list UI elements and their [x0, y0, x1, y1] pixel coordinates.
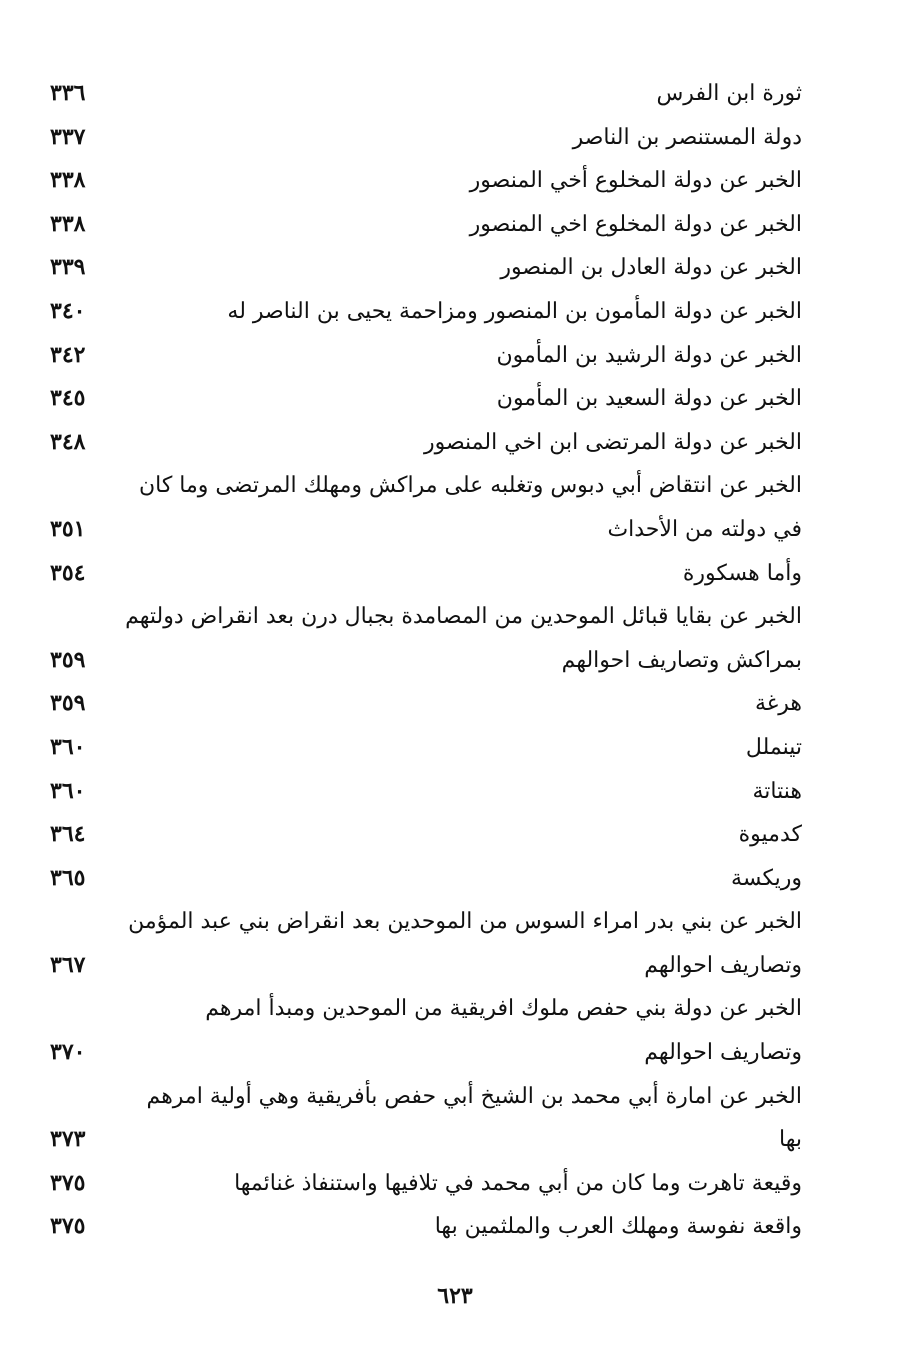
- toc-entry-page-number: ٣٤٠: [50, 297, 86, 324]
- toc-entry-title: الخبر عن انتقاض أبي دبوس وتغلبه على مراكش ومهلك المرتضى وما كان: [138, 473, 802, 499]
- toc-entry-page-number: ٣٦٠: [50, 777, 86, 804]
- toc-entry-title: الخبر عن دولة السعيد بن المأمون: [496, 386, 802, 412]
- toc-entry: [50, 377, 802, 421]
- toc-entry-title: الخبر عن دولة المرتضى ابن اخي المنصور: [423, 429, 802, 455]
- toc-entry: [50, 464, 802, 551]
- page-number: ٦٢٣: [437, 1283, 473, 1309]
- toc-entry-page-number: ٣٧٠: [50, 1039, 86, 1066]
- toc-entry-page-number: ٣٥٩: [50, 646, 86, 673]
- toc-entry-title: وتصاريف احوالهم: [644, 1040, 802, 1066]
- toc-entry-page-number: ٣٣٦: [50, 80, 86, 106]
- toc-entry: [50, 334, 802, 378]
- toc-entry: [50, 595, 802, 682]
- toc-entry: [50, 987, 802, 1074]
- toc-entry-title: الخبر عن دولة العادل بن المنصور: [500, 255, 802, 281]
- toc-entry-title: كدميوة: [738, 822, 802, 848]
- toc-entry-title: واقعة نفوسة ومهلك العرب والملثمين بها: [434, 1214, 802, 1240]
- toc-entry-page-number: ٣٦٧: [50, 951, 86, 978]
- toc-entry: [50, 246, 802, 290]
- toc-entry: [50, 770, 802, 814]
- toc-entry-page-number: ٣٦٤: [50, 821, 86, 848]
- toc-entry-page-number: ٣٣٩: [50, 254, 86, 281]
- toc-entry-title: في دولته من الأحداث: [607, 516, 802, 542]
- toc-entry-page-number: ٣٧٥: [50, 1213, 86, 1240]
- toc-entry-page-number: ٣٦٥: [50, 864, 86, 891]
- toc-entry: [50, 72, 802, 116]
- toc-entry-page-number: ٣٤٥: [50, 385, 86, 412]
- toc-entry-title: هنتاتة: [752, 778, 802, 804]
- toc-entry-title: الخبر عن دولة المأمون بن المنصور ومزاحمة يحيى بن الناصر له: [227, 298, 802, 324]
- toc-entry: [50, 726, 802, 770]
- toc-entry-page-number: ٣٥٩: [50, 690, 86, 717]
- toc-entry-title: وتصاريف احوالهم: [644, 952, 802, 978]
- toc-entry: [50, 1075, 802, 1162]
- toc-entry: [50, 552, 802, 596]
- toc-entry-title: ثورة ابن الفرس: [656, 81, 802, 106]
- toc-entry-page-number: ٣٧٥: [50, 1169, 86, 1196]
- toc-entry: [50, 813, 802, 857]
- toc-entry: [50, 116, 802, 160]
- toc-entry-page-number: ٣٧٣: [50, 1126, 86, 1153]
- toc-entry: [50, 900, 802, 987]
- toc-entry: [50, 203, 802, 247]
- toc-entry: [50, 682, 802, 726]
- toc-entry-page-number: ٣٤٢: [50, 341, 86, 368]
- toc-entry-title: هرغة: [754, 691, 802, 717]
- table-of-contents: [50, 72, 802, 1249]
- toc-entry-page-number: ٣٣٨: [50, 210, 86, 237]
- toc-entry-title: الخبر عن دولة المخلوع أخي المنصور: [469, 168, 802, 194]
- toc-entry-title: وأما هسكورة: [682, 560, 802, 586]
- toc-entry-title: الخبر عن امارة أبي محمد بن الشيخ أبي حفص بأفريقية وهي أولية امرهم: [146, 1083, 802, 1109]
- toc-entry: [50, 1205, 802, 1249]
- toc-entry-title: وقيعة تاهرت وما كان من أبي محمد في تلافيها واستنفاذ غنائمها: [234, 1170, 802, 1196]
- toc-entry-title: تينملل: [745, 734, 802, 760]
- toc-entry-title: الخبر عن دولة الرشيد بن المأمون: [496, 342, 802, 368]
- toc-entry-title: بها: [779, 1127, 802, 1153]
- toc-entry-title: الخبر عن بقايا قبائل الموحدين من المصامدة بجبال درن بعد انقراض دولتهم: [125, 604, 802, 630]
- toc-entry-page-number: ٣٥٤: [50, 559, 86, 586]
- toc-entry-page-number: ٣٦٠: [50, 733, 86, 760]
- toc-entry-title: وريكسة: [731, 865, 802, 891]
- toc-entry-page-number: ٣٥١: [50, 515, 86, 542]
- toc-entry-title: الخبر عن دولة المخلوع اخي المنصور: [469, 211, 802, 237]
- toc-entry: [50, 857, 802, 901]
- toc-entry: [50, 1162, 802, 1206]
- toc-entry-page-number: ٣٤٨: [50, 428, 86, 455]
- toc-entry-title: الخبر عن دولة بني حفص ملوك افريقية من الموحدين ومبدأ امرهم: [205, 996, 802, 1022]
- toc-entry-title: بمراكش وتصاريف احوالهم: [561, 647, 802, 673]
- toc-entry: [50, 159, 802, 203]
- toc-entry: [50, 290, 802, 334]
- toc-entry-page-number: ٣٣٧: [50, 123, 86, 150]
- toc-entry-page-number: ٣٣٨: [50, 167, 86, 194]
- toc-entry-title: الخبر عن بني بدر امراء السوس من الموحدين بعد انقراض بني عبد المؤمن: [128, 909, 802, 935]
- toc-entry-title: دولة المستنصر بن الناصر: [572, 124, 802, 150]
- toc-entry: [50, 421, 802, 465]
